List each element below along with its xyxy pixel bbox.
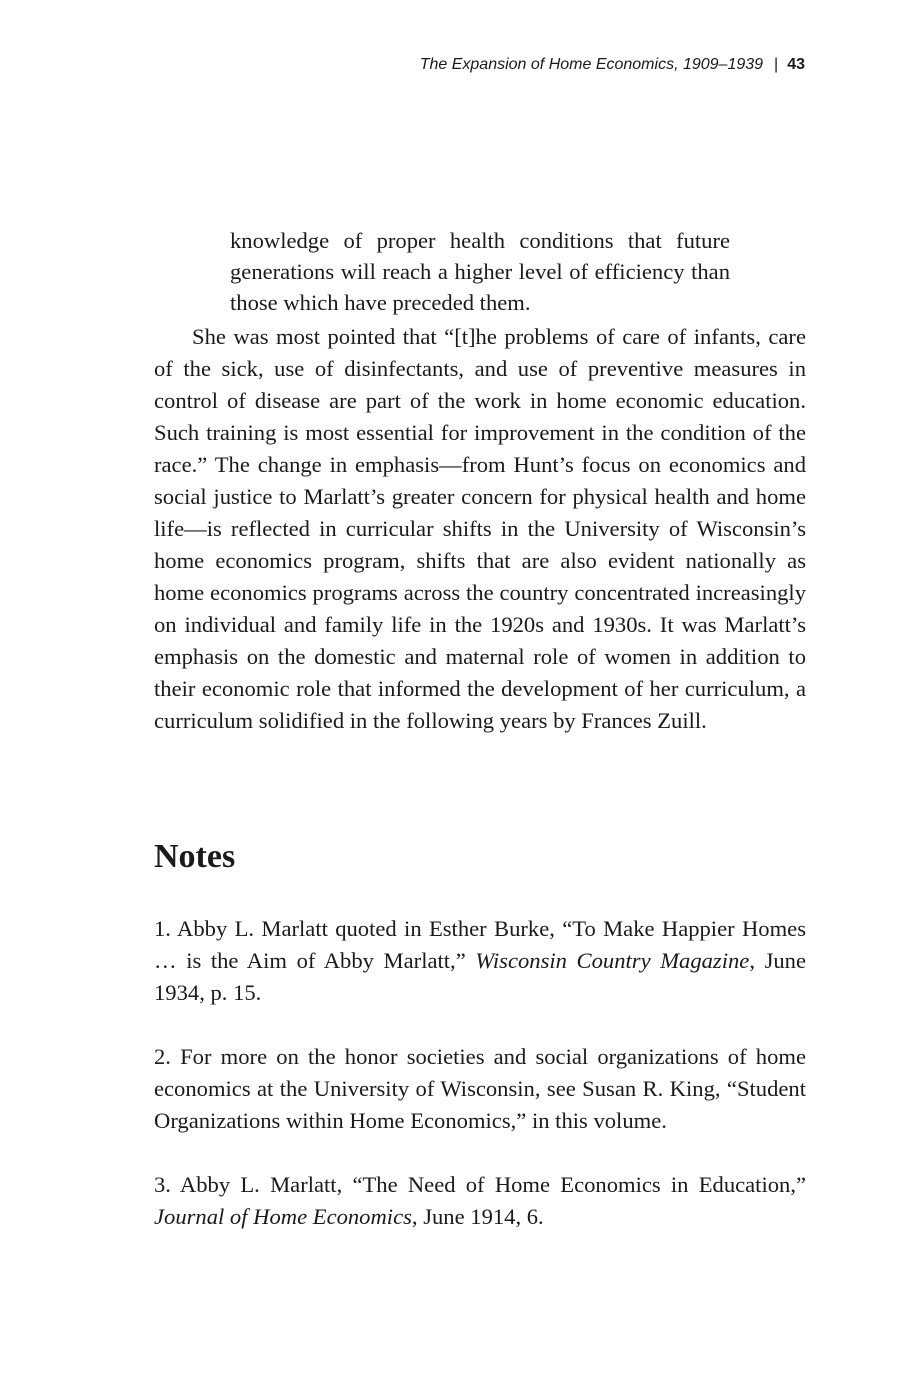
note-2 — [154, 1041, 806, 1137]
block-quote: knowledge of proper health conditions that future generations will reach a higher level of efficiency than those which have preceded them. — [230, 228, 730, 315]
running-head — [420, 55, 805, 75]
running-head-separator: | — [774, 56, 779, 73]
note-3-italic-title: Journal of Home Economics — [154, 1204, 412, 1229]
running-head-title: The Expansion of Home Economics, 1909–1939 — [419, 56, 764, 73]
note-3-text: 3. Abby L. Marlatt, “The Need of Home Economics in Education,” — [154, 1172, 806, 1197]
body-paragraph: She was most pointed that “[t]he problems of care of infants, care of the sick, use of disinfectants, and use of preventive measures in control of disease are part of the work in home economic education. Such training is most essential for improvement in the condition of the race.” The change in emphasis—from Hunt’s focus on economics and social justice to Marlatt’s greater concern for physical health and home life—is reflected in curricular shifts in the University of Wisconsin’s home economics program, shifts that are also evident nationally as home economics programs across the country concentrated increasingly on individual and family life in the 1920s and 1930s. It was Marlatt’s emphasis on the domestic and maternal role of women in addition to their economic role that informed the development of her curriculum, a curriculum solidified in the following years by Frances Zuill. — [154, 324, 806, 733]
note-2-text: 2. For more on the honor societies and social organizations of home economics at the University of Wisconsin, see Susan R. King, “Student Organizations within Home Economics,” in this volume. — [154, 1044, 806, 1133]
page-number: 43 — [787, 56, 805, 73]
note-1-italic-title: Wisconsin Country Magazine — [475, 948, 750, 973]
note-1 — [154, 913, 806, 1009]
note-1-text: 1. Abby L. Marlatt quoted in Esther Burke, “To Make Happier Homes … is the Aim of Abby Marlatt,” — [154, 916, 806, 973]
note-3 — [154, 1169, 806, 1233]
note-1-tail: , June 1934, p. 15. — [154, 948, 806, 1005]
note-3-tail: , June 1914, 6. — [411, 1204, 544, 1229]
notes-heading: Notes — [154, 838, 236, 875]
